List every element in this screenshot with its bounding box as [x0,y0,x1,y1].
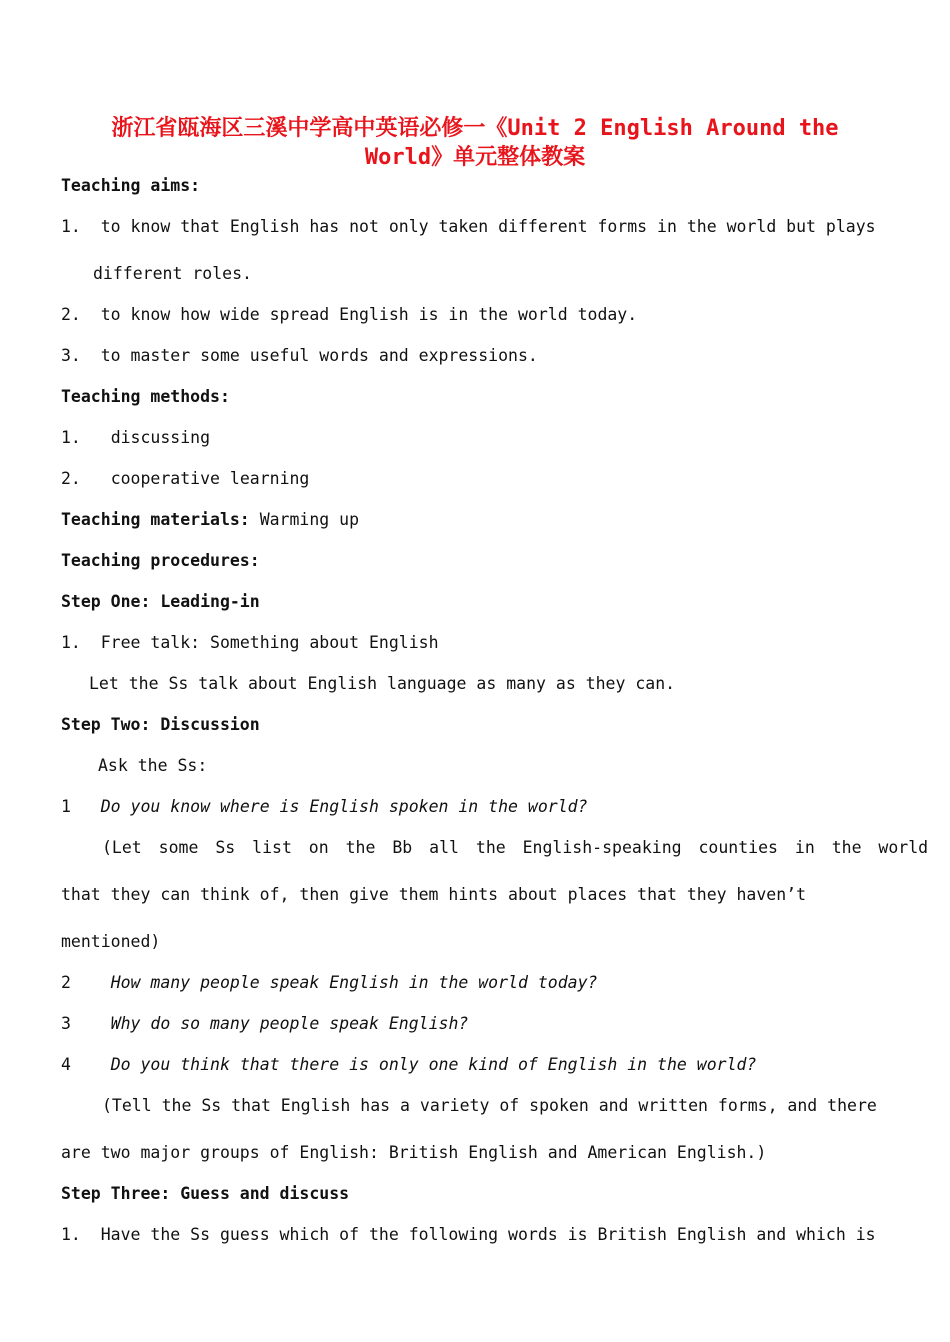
question-number: 1 [61,797,71,816]
aim-item-number: 2. [61,305,81,324]
question-number: 3 [61,1014,71,1033]
question-2 [61,972,597,994]
step-three-item-text: Have the Ss guess which of the following words is British English and which is [100,1225,876,1244]
document-title-line-1: 浙江省瓯海区三溪中学高中英语必修一《Unit 2 English Around the [111,116,839,141]
aim-item-3 [61,345,538,367]
question-1-note-line-1 [102,837,929,859]
aim-item-1-continued: different roles. [93,264,252,283]
question-number: 4 [61,1055,71,1074]
method-item-2 [61,468,309,490]
step-one-note: Let the Ss talk about English language as many as they can. [89,674,676,693]
aim-item-text: to master some useful words and expressions. [100,346,538,365]
question-3 [61,1013,468,1035]
aim-item-number: 1. [61,217,81,236]
question-1-note-line-2: that they can think of, then give them hints about places that they haven’t [61,885,807,904]
method-item-number: 2. [61,469,81,488]
teaching-methods-heading: Teaching methods: [61,387,230,406]
question-1 [61,796,588,818]
step-three-item-number: 1. [61,1225,81,1244]
teaching-materials-heading: Teaching materials: [61,510,250,529]
question-text: Why do so many people speak English? [110,1014,469,1033]
question-text: How many people speak English in the world today? [110,973,598,992]
question-4-note-line-2: are two major groups of English: British English and American English.) [61,1143,767,1162]
method-item-text: cooperative learning [110,469,310,488]
aim-item-text: to know that English has not only taken different forms in the world but plays [100,217,876,236]
question-text: Do you know where is English spoken in the world? [100,797,588,816]
document-title-line-2: World》单元整体教案 [364,145,586,170]
method-item-1 [61,427,210,449]
teaching-materials-text: Warming up [259,510,360,529]
teaching-procedures-heading: Teaching procedures: [61,551,260,570]
question-4-note-line-1: (Tell the Ss that English has a variety of spoken and written forms, and there [102,1096,877,1115]
teaching-aims-heading: Teaching aims: [61,176,201,195]
note-text: (Let some Ss list on the Bb all the English-speaking counties in the world [102,838,929,857]
question-number: 2 [61,973,71,992]
question-1-note-line-3: mentioned) [61,932,161,951]
step-three-heading: Step Three: Guess and discuss [61,1184,350,1203]
aim-item-2 [61,304,637,326]
step-three-item-1 [61,1224,876,1246]
step-one-item-text: Free talk: Something about English [100,633,439,652]
aim-item-text: to know how wide spread English is in the world today. [100,305,638,324]
question-text: Do you think that there is only one kind of English in the world? [110,1055,757,1074]
step-two-heading: Step Two: Discussion [61,715,260,734]
aim-item-1 [61,216,876,238]
step-one-heading: Step One: Leading-in [61,592,260,611]
method-item-text: discussing [110,428,211,447]
teaching-materials-line [61,509,359,531]
question-4 [61,1054,756,1076]
aim-item-number: 3. [61,346,81,365]
step-one-item-1 [61,632,439,654]
step-one-item-number: 1. [61,633,81,652]
method-item-number: 1. [61,428,81,447]
step-two-ask: Ask the Ss: [98,756,208,775]
